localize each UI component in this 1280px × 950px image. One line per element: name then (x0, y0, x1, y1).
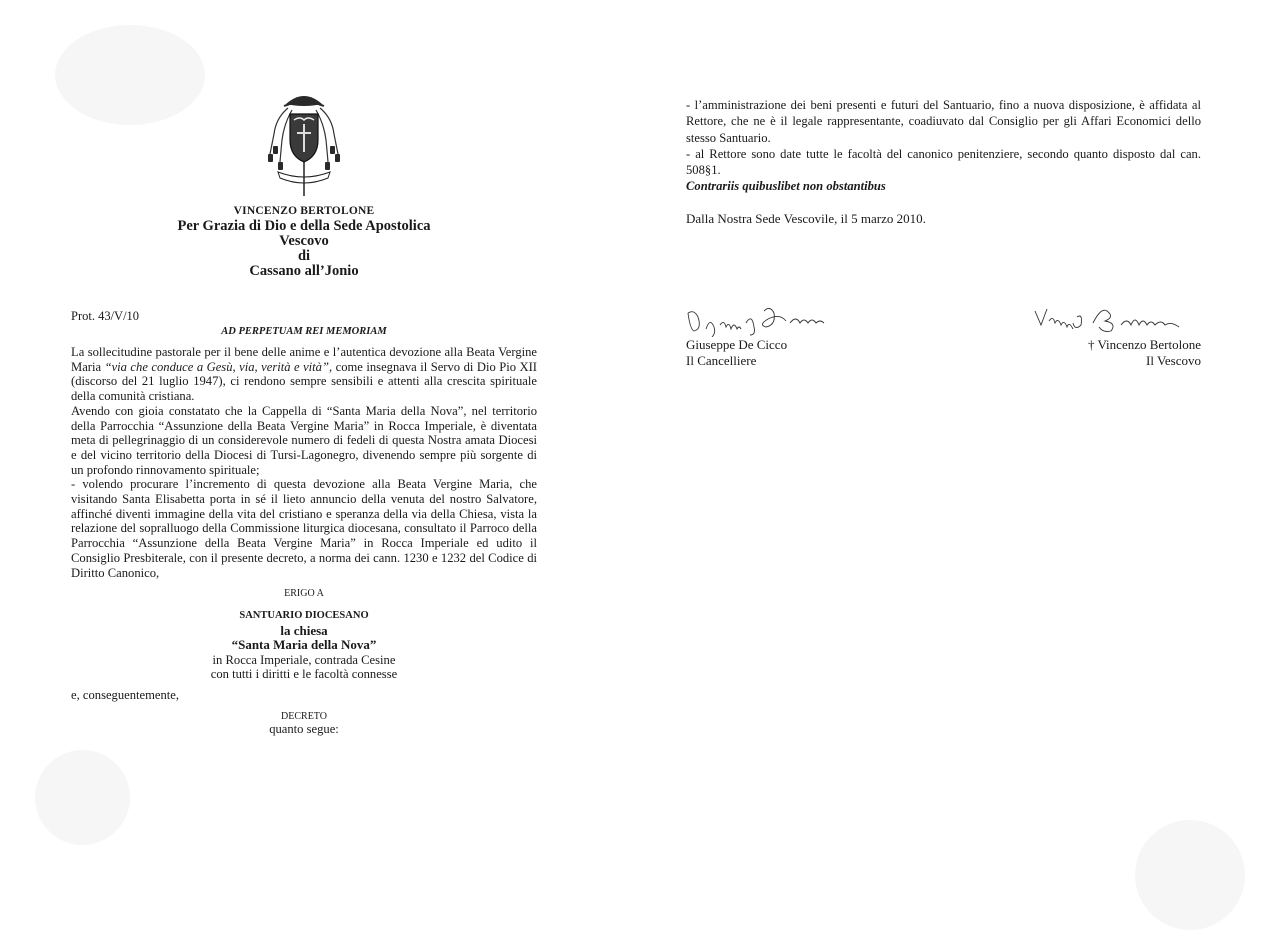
sanctuary-line-2: “Santa Maria della Nova” (231, 637, 377, 653)
sanctuary-line-4: con tutti i diritti e le facoltà connesse (210, 667, 398, 682)
date-line: Dalla Nostra Sede Vescovile, il 5 marzo 2010. (686, 210, 926, 226)
header-line-1: Per Grazia di Dio e della Sede Apostolica (177, 218, 431, 234)
sanctuary-line-1: la chiesa (280, 622, 328, 638)
decreto-heading: DECRETO (281, 710, 327, 722)
quote: “via che conduce a Gesù, via, verità e vità” (104, 359, 329, 374)
decree-provisions (686, 97, 1201, 195)
chancellor-signature-icon (686, 303, 836, 337)
chancellor-name: Giuseppe De Cicco (686, 336, 788, 352)
header-line-3: di (297, 248, 311, 264)
faded-stamp (35, 750, 130, 845)
header-line-2: Vescovo (279, 233, 329, 249)
left-column (71, 90, 537, 737)
provision-1: - l’amministrazione dei beni presenti e futuri del Santuario, fino a nuova disposizione, è affidata al Rettore, che ne è il legale rappresentante, coadiuvato dal Consiglio per gli Affari Economici dello stesso Santuario. (686, 98, 1201, 145)
sanctuary-title: SANTUARIO DIOCESANO (239, 610, 369, 622)
intro-text (71, 345, 537, 580)
intro-paragraph-2: Avendo con gioia constatato che la Cappella di “Santa Maria della Nova”, nel territorio della Parrocchia “Assunzione della Beata Vergine Maria” in Rocca Imperiale, è diventata meta di pellegrinaggio di un considerevole numero di fedeli di questa Nostra amata Diocesi e del vicino territorio della Diocesi di Tursi-Lagonegro, divenendo sempre più sorgente di un profondo rinnovamento spirituale; (71, 403, 537, 477)
coat-of-arms-icon (264, 90, 344, 200)
consequently-text: e, conseguentemente, (71, 687, 180, 702)
signatures (686, 303, 1201, 393)
erigo-heading: ERIGO A (284, 588, 324, 600)
bishop-signature-block (981, 303, 1201, 369)
quanto-segue: quanto segue: (269, 721, 339, 736)
provision-2: - al Rettore sono date tutte le facoltà del canonico penitenziere, secondo quanto disposto dal can. 508§1. (686, 146, 1201, 178)
closing-formula: Contrariis quibuslibet non obstantibus (686, 179, 886, 194)
chancellor-role: Il Cancelliere (686, 352, 757, 368)
intro-paragraph-1: La sollecitudine pastorale per il bene delle anime e l’autentica devozione alla Beata Vergine Maria “via che conduce a Gesù, via, verità e vità”, come insegnava il Servo di Dio Pio XII (discorso del 21 luglio 1947), ci rendono sempre sensibili e attenti alla crescita spirituale della comunità cristiana. (71, 345, 537, 404)
bishop-signature-name: † Vincenzo Bertolone (1087, 336, 1201, 352)
sanctuary-block (71, 609, 537, 682)
letterhead (71, 204, 537, 279)
bishop-name: VINCENZO BERTOLONE (233, 205, 375, 217)
protocol-number: Prot. 43/V/10 (71, 309, 140, 323)
memoriam-heading: AD PERPETUAM REI MEMORIAM (221, 326, 387, 337)
right-column (686, 97, 1201, 393)
chancellor-signature-block (686, 303, 886, 369)
faded-stamp (1135, 820, 1245, 930)
bishop-signature-icon (1031, 303, 1201, 337)
intro-paragraph-3: - volendo procurare l’incremento di questa devozione alla Beata Vergine Maria, che visitando Santa Elisabetta porta in sé il lieto annuncio della venuta del nostro Salvatore, affinché diventi immagine della vita del cristiano e speranza della via della Chiesa, vista la relazione del sopralluogo della Commissione liturgica diocesana, consultato il Parroco della Parrocchia “Assunzione della Beata Vergine Maria” in Rocca Imperiale ed udito il Consiglio Presbiterale, con il presente decreto, a norma dei cann. 1230 e 1232 del Codice di Diritto Canonico, (71, 477, 537, 580)
sanctuary-line-3: in Rocca Imperiale, contrada Cesine (212, 652, 396, 667)
bishop-role: Il Vescovo (1145, 352, 1201, 368)
header-line-4: Cassano all’Jonio (249, 263, 359, 279)
